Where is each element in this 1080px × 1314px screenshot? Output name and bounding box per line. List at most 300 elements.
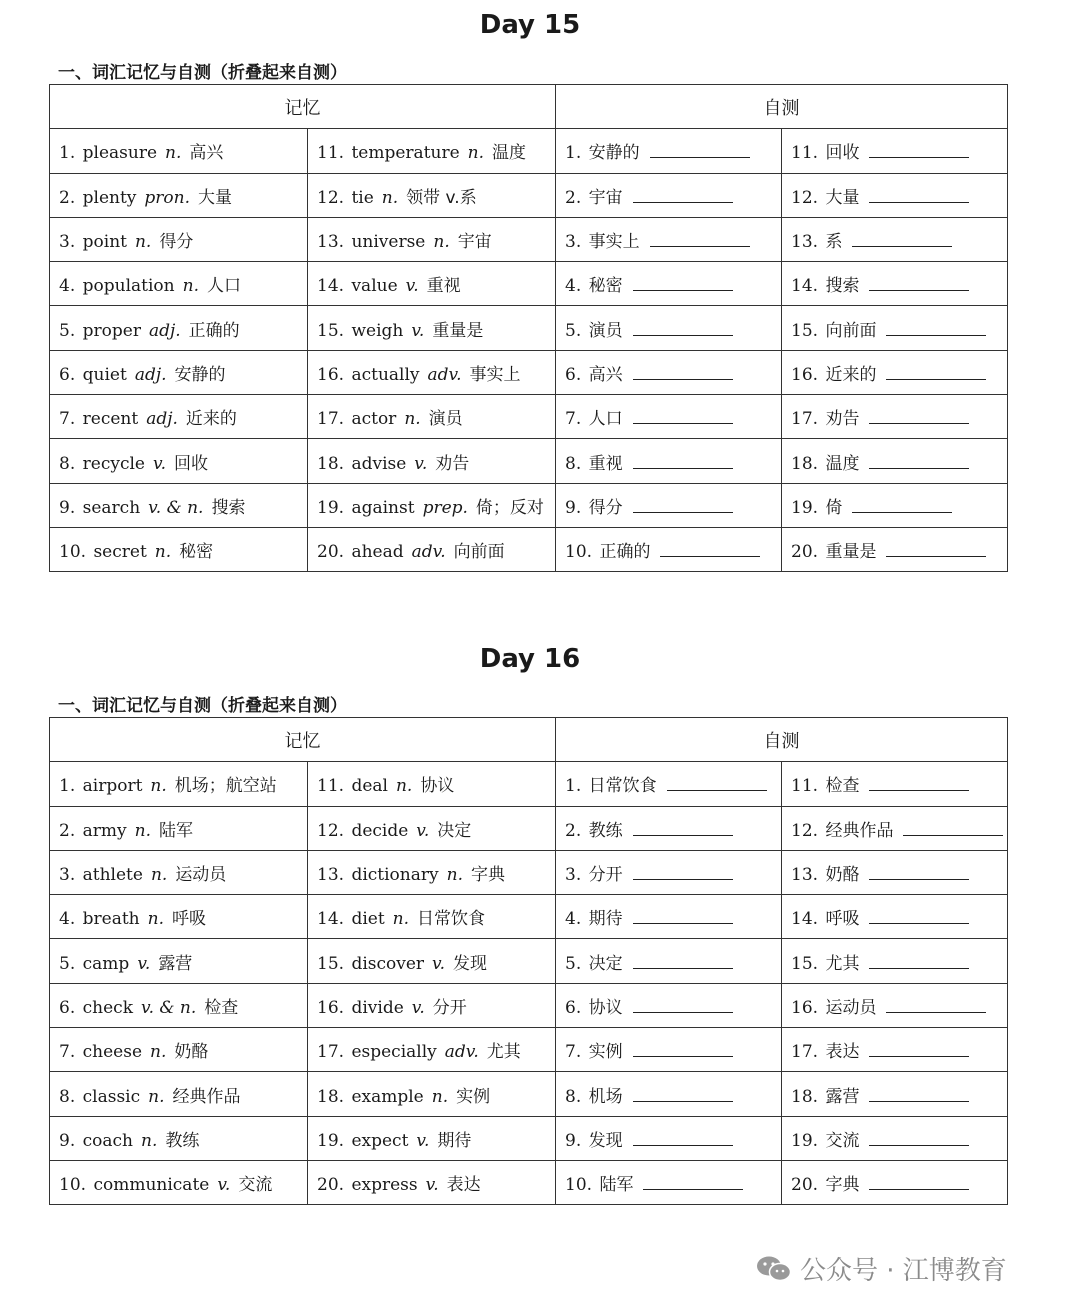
item-number: 2. <box>565 820 582 841</box>
item-number: 16. <box>317 364 345 385</box>
test-cell <box>556 1160 782 1204</box>
english-word: army <box>82 820 127 841</box>
item-number: 10. <box>565 1175 593 1196</box>
answer-blank[interactable] <box>869 954 969 969</box>
english-word: universe <box>351 232 426 253</box>
english-word: breath <box>82 909 140 930</box>
part-of-speech: v. <box>405 276 419 297</box>
answer-blank[interactable] <box>886 365 986 380</box>
chinese-prompt: 温度 <box>825 453 860 474</box>
answer-blank[interactable] <box>869 1087 969 1102</box>
answer-blank[interactable] <box>852 498 952 513</box>
chinese-meaning: 劝告 <box>435 453 470 474</box>
chinese-prompt: 正确的 <box>599 542 651 563</box>
chinese-meaning: 日常饮食 <box>417 909 486 930</box>
part-of-speech: n. <box>154 542 172 563</box>
test-cell <box>782 395 1008 439</box>
english-word: against <box>351 497 415 518</box>
memory-cell <box>308 762 556 806</box>
part-of-speech: v. & n. <box>148 497 204 518</box>
vocab-table-body <box>50 718 1008 1205</box>
watermark <box>756 1250 1007 1287</box>
memory-cell <box>308 895 556 939</box>
memory-cell <box>50 217 308 261</box>
memory-cell <box>50 395 308 439</box>
chinese-meaning: 发现 <box>453 953 488 974</box>
memory-cell <box>50 1028 308 1072</box>
table-row <box>50 1028 1008 1072</box>
test-cell <box>556 395 782 439</box>
test-cell <box>782 850 1008 894</box>
table-row <box>50 850 1008 894</box>
chinese-meaning: 交流 <box>238 1175 273 1196</box>
chinese-meaning: 向前面 <box>453 542 505 563</box>
answer-blank[interactable] <box>869 143 969 158</box>
memory-cell <box>50 762 308 806</box>
answer-blank[interactable] <box>633 276 733 291</box>
item-number: 14. <box>791 909 819 930</box>
memory-cell <box>308 217 556 261</box>
item-number: 6. <box>59 997 76 1018</box>
chinese-prompt: 交流 <box>825 1130 860 1151</box>
table-row <box>50 939 1008 983</box>
part-of-speech: n. <box>134 820 151 841</box>
table-row <box>50 527 1008 571</box>
test-cell <box>782 262 1008 306</box>
item-number: 2. <box>59 820 76 841</box>
part-of-speech: pron. <box>144 187 191 208</box>
item-number: 2. <box>59 187 76 208</box>
chinese-prompt: 期待 <box>588 909 623 930</box>
answer-blank[interactable] <box>869 776 969 791</box>
test-cell <box>782 1072 1008 1116</box>
chinese-prompt: 经典作品 <box>825 820 894 841</box>
part-of-speech: v. <box>217 1175 231 1196</box>
item-number: 18. <box>791 1086 819 1107</box>
item-number: 7. <box>59 409 76 430</box>
english-word: recent <box>82 409 139 430</box>
chinese-meaning: 经典作品 <box>172 1086 241 1107</box>
part-of-speech: n. <box>392 909 410 930</box>
test-header: 自测 <box>556 85 1008 129</box>
test-cell <box>782 439 1008 483</box>
answer-blank[interactable] <box>633 954 733 969</box>
memory-cell <box>308 850 556 894</box>
test-cell <box>556 939 782 983</box>
item-number: 3. <box>59 232 76 253</box>
chinese-prompt: 秘密 <box>588 276 623 297</box>
english-word: airport <box>82 776 143 797</box>
item-number: 5. <box>59 953 76 974</box>
item-number: 5. <box>565 953 582 974</box>
chinese-meaning: 露营 <box>158 953 193 974</box>
english-word: pleasure <box>82 143 158 164</box>
answer-blank[interactable] <box>886 998 986 1013</box>
memory-cell <box>50 806 308 850</box>
table-row <box>50 439 1008 483</box>
chinese-meaning: 运动员 <box>175 865 227 886</box>
part-of-speech: n. <box>433 232 450 253</box>
item-number: 8. <box>565 453 582 474</box>
chinese-meaning: 期待 <box>437 1130 472 1151</box>
chinese-prompt: 回收 <box>825 143 860 164</box>
item-number: 13. <box>791 865 819 886</box>
chinese-meaning: 得分 <box>159 232 194 253</box>
english-word: recycle <box>82 453 145 474</box>
chinese-prompt: 人口 <box>588 409 623 430</box>
answer-blank[interactable] <box>869 276 969 291</box>
item-number: 18. <box>317 1086 345 1107</box>
answer-blank[interactable] <box>633 365 733 380</box>
chinese-meaning: 机场；航空站 <box>174 776 277 797</box>
item-number: 20. <box>317 542 345 563</box>
answer-blank[interactable] <box>650 232 750 247</box>
english-word: coach <box>82 1130 134 1151</box>
part-of-speech: v. <box>425 1175 439 1196</box>
table-row <box>50 806 1008 850</box>
chinese-prompt: 演员 <box>588 320 623 341</box>
memory-cell <box>50 262 308 306</box>
part-of-speech: adv. <box>427 364 462 385</box>
chinese-meaning: 温度 <box>492 143 526 164</box>
english-word: actor <box>351 409 397 430</box>
table-row <box>50 1072 1008 1116</box>
chinese-prompt: 分开 <box>588 865 623 886</box>
chinese-prompt: 实例 <box>588 1042 623 1063</box>
test-cell <box>556 806 782 850</box>
chinese-meaning: 宇宙 <box>457 232 492 253</box>
table-row <box>50 1160 1008 1204</box>
chinese-meaning: 陆军 <box>159 820 193 841</box>
chinese-meaning: 决定 <box>437 820 472 841</box>
memory-cell <box>308 129 556 173</box>
chinese-meaning: 重视 <box>426 276 461 297</box>
part-of-speech: n. <box>182 276 199 297</box>
item-number: 19. <box>791 1130 819 1151</box>
item-number: 19. <box>317 497 345 518</box>
item-number: 9. <box>59 1130 76 1151</box>
chinese-meaning: 呼吸 <box>172 909 206 930</box>
table-row <box>50 306 1008 350</box>
answer-blank[interactable] <box>633 1131 733 1146</box>
test-cell <box>556 129 782 173</box>
english-word: weigh <box>351 320 404 341</box>
english-word: tie <box>351 187 374 208</box>
answer-blank[interactable] <box>886 542 986 557</box>
item-number: 13. <box>317 232 345 253</box>
answer-blank[interactable] <box>886 321 986 336</box>
chinese-meaning: 安静的 <box>174 364 226 385</box>
test-cell <box>556 1072 782 1116</box>
part-of-speech: v. <box>416 1130 430 1151</box>
item-number: 14. <box>317 909 345 930</box>
chinese-meaning: 检查 <box>204 997 239 1018</box>
table-row <box>50 1116 1008 1160</box>
test-cell <box>782 939 1008 983</box>
answer-blank[interactable] <box>869 188 969 203</box>
chinese-prompt: 倚 <box>825 497 843 518</box>
item-number: 18. <box>791 453 819 474</box>
item-number: 8. <box>59 1086 76 1107</box>
answer-blank[interactable] <box>852 232 952 247</box>
answer-blank[interactable] <box>869 865 969 880</box>
chinese-prompt: 表达 <box>825 1042 860 1063</box>
chinese-prompt: 尤其 <box>825 953 860 974</box>
part-of-speech: n. <box>150 1042 167 1063</box>
english-word: classic <box>82 1086 141 1107</box>
chinese-meaning: 秘密 <box>179 542 214 563</box>
chinese-prompt: 日常饮食 <box>588 776 657 797</box>
item-number: 9. <box>59 497 76 518</box>
chinese-meaning: 重量是 <box>432 320 484 341</box>
answer-blank[interactable] <box>633 498 733 513</box>
part-of-speech: n. <box>150 865 168 886</box>
item-number: 19. <box>791 497 819 518</box>
test-cell <box>556 262 782 306</box>
english-word: divide <box>351 997 404 1018</box>
memory-cell <box>308 395 556 439</box>
chinese-prompt: 协议 <box>588 997 623 1018</box>
english-word: dictionary <box>351 865 439 886</box>
chinese-meaning: 大量 <box>198 187 233 208</box>
chinese-prompt: 大量 <box>825 187 860 208</box>
answer-blank[interactable] <box>633 821 733 836</box>
part-of-speech: n. <box>150 776 167 797</box>
part-of-speech: n. <box>395 776 413 797</box>
chinese-meaning: 分开 <box>432 997 467 1018</box>
part-of-speech: n. <box>165 143 182 164</box>
memory-header: 记忆 <box>50 85 556 129</box>
answer-blank[interactable] <box>869 1131 969 1146</box>
item-number: 17. <box>317 409 345 430</box>
answer-blank[interactable] <box>633 1087 733 1102</box>
chinese-prompt: 近来的 <box>825 364 877 385</box>
chinese-meaning: 搜索 <box>211 497 246 518</box>
chinese-meaning: 实例 <box>456 1086 491 1107</box>
memory-cell <box>50 350 308 394</box>
test-cell <box>556 1116 782 1160</box>
item-number: 4. <box>59 909 76 930</box>
answer-blank[interactable] <box>869 909 969 924</box>
test-cell <box>556 350 782 394</box>
part-of-speech: v. <box>411 997 425 1018</box>
answer-blank[interactable] <box>869 409 969 424</box>
chinese-meaning: 近来的 <box>185 409 237 430</box>
item-number: 1. <box>59 776 76 797</box>
english-word: secret <box>93 542 147 563</box>
test-cell <box>782 895 1008 939</box>
chinese-prompt: 高兴 <box>588 364 623 385</box>
part-of-speech: adv. <box>444 1042 479 1063</box>
chinese-meaning: 回收 <box>173 453 208 474</box>
chinese-meaning: 人口 <box>206 276 241 297</box>
item-number: 7. <box>59 1042 76 1063</box>
test-cell <box>782 806 1008 850</box>
answer-blank[interactable] <box>660 542 760 557</box>
table-row <box>50 483 1008 527</box>
item-number: 12. <box>791 820 819 841</box>
test-cell <box>556 762 782 806</box>
test-cell <box>556 895 782 939</box>
memory-cell <box>50 1116 308 1160</box>
chinese-prompt: 向前面 <box>825 320 877 341</box>
answer-blank[interactable] <box>869 1042 969 1057</box>
chinese-prompt: 安静的 <box>588 143 640 164</box>
memory-cell <box>50 173 308 217</box>
test-cell <box>782 762 1008 806</box>
chinese-prompt: 得分 <box>588 497 623 518</box>
test-cell <box>556 983 782 1027</box>
chinese-prompt: 检查 <box>825 776 860 797</box>
item-number: 6. <box>565 997 582 1018</box>
chinese-meaning: 正确的 <box>188 320 240 341</box>
memory-cell <box>308 1160 556 1204</box>
item-number: 15. <box>791 953 819 974</box>
part-of-speech: v. <box>152 453 166 474</box>
memory-cell <box>308 527 556 571</box>
memory-cell <box>308 483 556 527</box>
item-number: 3. <box>565 865 582 886</box>
item-number: 8. <box>565 1086 582 1107</box>
memory-cell <box>50 1160 308 1204</box>
memory-cell <box>308 439 556 483</box>
chinese-prompt: 重视 <box>588 453 623 474</box>
item-number: 16. <box>791 364 819 385</box>
chinese-prompt: 发现 <box>588 1130 623 1151</box>
answer-blank[interactable] <box>869 1175 969 1190</box>
english-word: example <box>351 1086 424 1107</box>
test-cell <box>556 439 782 483</box>
item-number: 13. <box>791 232 819 253</box>
answer-blank[interactable] <box>903 821 1003 836</box>
item-number: 18. <box>317 453 345 474</box>
english-word: advise <box>351 453 407 474</box>
item-number: 20. <box>317 1175 345 1196</box>
english-word: deal <box>351 776 388 797</box>
english-word: temperature <box>351 143 460 164</box>
english-word: expect <box>351 1130 409 1151</box>
memory-cell <box>50 850 308 894</box>
item-number: 15. <box>791 320 819 341</box>
day-title: Day 16 <box>479 644 581 674</box>
answer-blank[interactable] <box>633 454 733 469</box>
memory-cell <box>308 983 556 1027</box>
part-of-speech: v. <box>137 953 151 974</box>
answer-blank[interactable] <box>643 1175 743 1190</box>
part-of-speech: n. <box>404 409 421 430</box>
answer-blank[interactable] <box>633 865 733 880</box>
answer-blank[interactable] <box>633 998 733 1013</box>
answer-blank[interactable] <box>667 776 767 791</box>
table-row <box>50 762 1008 806</box>
part-of-speech: adj. <box>134 364 167 385</box>
item-number: 20. <box>791 1175 819 1196</box>
chinese-meaning: 协议 <box>420 776 455 797</box>
memory-cell <box>308 173 556 217</box>
item-number: 14. <box>317 276 345 297</box>
answer-blank[interactable] <box>633 409 733 424</box>
item-number: 20. <box>791 542 819 563</box>
answer-blank[interactable] <box>633 188 733 203</box>
item-number: 9. <box>565 497 582 518</box>
memory-cell <box>50 939 308 983</box>
item-number: 12. <box>317 820 345 841</box>
answer-blank[interactable] <box>633 1042 733 1057</box>
item-number: 11. <box>791 143 819 164</box>
part-of-speech: v. <box>432 953 446 974</box>
english-word: discover <box>351 953 425 974</box>
part-of-speech: prep. <box>422 497 468 518</box>
answer-blank[interactable] <box>633 909 733 924</box>
english-word: ahead <box>351 542 404 563</box>
item-number: 2. <box>565 187 582 208</box>
day-title: Day 15 <box>479 10 581 40</box>
english-word: diet <box>351 909 385 930</box>
english-word: athlete <box>82 865 143 886</box>
item-number: 17. <box>317 1042 345 1063</box>
english-word: decide <box>351 820 409 841</box>
chinese-prompt: 事实上 <box>588 232 640 253</box>
chinese-prompt: 劝告 <box>825 409 860 430</box>
english-word: cheese <box>82 1042 143 1063</box>
item-number: 10. <box>59 1175 87 1196</box>
test-cell <box>556 1028 782 1072</box>
chinese-prompt: 字典 <box>825 1175 860 1196</box>
part-of-speech: adj. <box>146 409 178 430</box>
english-word: check <box>82 997 133 1018</box>
chinese-meaning: 表达 <box>446 1175 481 1196</box>
chinese-meaning: 事实上 <box>469 364 521 385</box>
chinese-meaning: 高兴 <box>189 143 224 164</box>
memory-cell <box>308 1028 556 1072</box>
item-number: 5. <box>59 320 76 341</box>
item-number: 5. <box>565 320 582 341</box>
chinese-prompt: 搜索 <box>825 276 860 297</box>
table-row <box>50 350 1008 394</box>
item-number: 15. <box>317 320 345 341</box>
chinese-prompt: 机场 <box>588 1086 623 1107</box>
part-of-speech: n. <box>381 187 399 208</box>
chinese-meaning: 倚；反对 <box>475 497 544 518</box>
item-number: 17. <box>791 1042 819 1063</box>
english-word: quiet <box>82 364 127 385</box>
answer-blank[interactable] <box>869 454 969 469</box>
item-number: 11. <box>317 143 345 164</box>
vocab-table <box>49 84 1008 572</box>
table-header-row <box>50 85 1008 129</box>
item-number: 4. <box>59 276 76 297</box>
answer-blank[interactable] <box>633 321 733 336</box>
memory-cell <box>308 350 556 394</box>
vocab-table-body <box>50 85 1008 572</box>
test-cell <box>782 350 1008 394</box>
table-row <box>50 983 1008 1027</box>
item-number: 4. <box>565 276 582 297</box>
memory-cell <box>50 306 308 350</box>
item-number: 12. <box>317 187 345 208</box>
table-row <box>50 262 1008 306</box>
chinese-meaning: 领带 v.系 <box>406 187 477 208</box>
item-number: 3. <box>565 232 582 253</box>
part-of-speech: adj. <box>148 320 181 341</box>
test-cell <box>782 527 1008 571</box>
answer-blank[interactable] <box>650 143 750 158</box>
english-word: search <box>82 497 141 518</box>
part-of-speech: n. <box>134 232 152 253</box>
part-of-speech: n. <box>431 1086 449 1107</box>
memory-cell <box>308 306 556 350</box>
item-number: 4. <box>565 909 582 930</box>
